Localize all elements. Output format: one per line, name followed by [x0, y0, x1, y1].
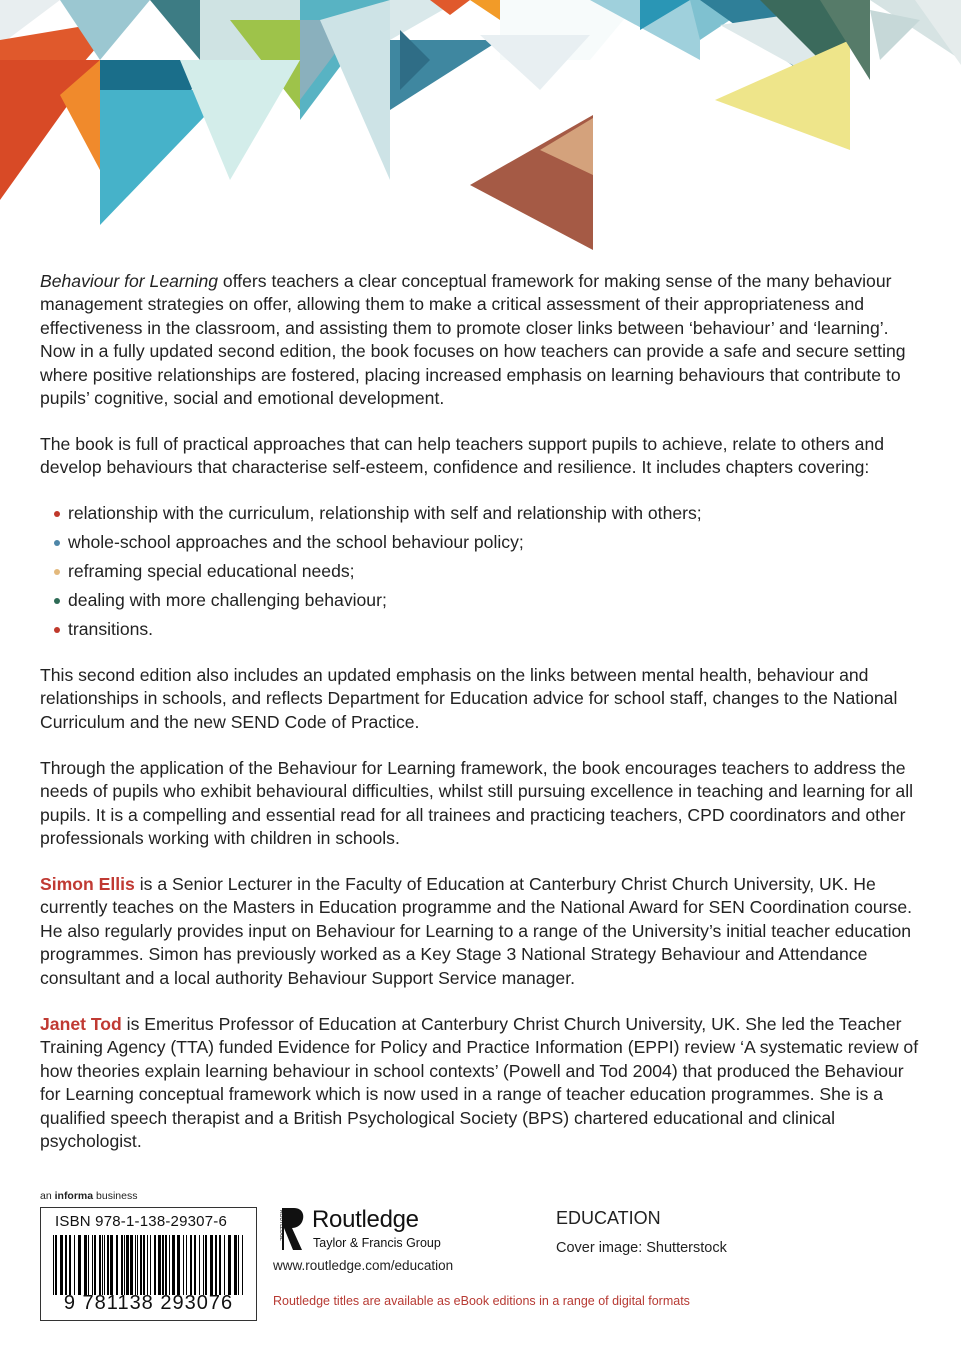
isbn-barcode [40, 1207, 257, 1321]
list-item-text: transitions. [68, 619, 154, 639]
list-item [68, 502, 925, 531]
list-item [68, 589, 925, 618]
description-paragraph-3 [40, 664, 925, 734]
second-edition-text: This second edition also includes an updated emphasis on the links between mental health, behaviour and relationships in schools, and reflects Department for Education advice for school staff, changes to the National Curriculum and the new SEND Code of Practice. [40, 665, 898, 732]
subject-category: EDUCATION [556, 1208, 661, 1228]
informa-suffix: business [93, 1190, 138, 1202]
bullet-dot-icon [54, 569, 60, 575]
cover-image-credit: Cover image: Shutterstock [556, 1240, 727, 1256]
routledge-logo-text: ROUTLEDGE [278, 1210, 284, 1241]
informa-prefix: an [40, 1190, 55, 1202]
list-item [68, 531, 925, 560]
bullet-dot-icon [54, 627, 60, 633]
list-item [68, 560, 925, 589]
chapters-intro: The book is full of practical approaches that can help teachers support pupils to achieve, relate to others and develop behaviours that characterise self-esteem, confidence and resilience. It includes chapters covering: [40, 434, 885, 478]
description-paragraph-1 [40, 270, 925, 410]
description-text: offers teachers a clear conceptual framework for making sense of the many behaviour management strategies on offer, allowing them to make a critical assessment of their appropriateness and effectiveness in the classroom, and assisting them to promote closer links between ‘behaviour’ and ‘learning’. Now in a fully updated second edition, the book focuses on how teachers can provide a safe and secure setting where positive relationships are fostered, placing increased emphasis on learning behaviours that contribute to pupils’ cognitive, social and emotional development. [40, 271, 906, 409]
publisher-group: Taylor & Francis Group [313, 1236, 441, 1250]
publisher-url: www.routledge.com/education [273, 1258, 454, 1273]
framework-text: Through the application of the Behaviour for Learning framework, the book encourages teachers to address the needs of pupils who exhibit behavioural difficulties, whilst still pursuing excellence in teaching and learning for all pupils. It is a compelling and essential read for all trainees and practicing teachers, CPD coordinators and other professionals working with children in schools. [40, 758, 914, 849]
bullet-dot-icon [54, 511, 60, 517]
ebook-note: Routledge titles are available as eBook editions in a range of digital formats [273, 1294, 690, 1308]
list-item-text: relationship with the curriculum, relationship with self and relationship with others; [68, 503, 702, 523]
list-item-text: whole-school approaches and the school behaviour policy; [68, 532, 524, 552]
publisher-name: Routledge [312, 1206, 419, 1233]
list-item [68, 618, 925, 647]
informa-brand: informa [54, 1190, 94, 1202]
book-title: Behaviour for Learning [40, 271, 219, 291]
author-bio-janet-tod [40, 1013, 925, 1153]
bullet-dot-icon [54, 540, 60, 546]
author-name: Janet Tod [40, 1014, 122, 1034]
cover-triangle-art [0, 0, 961, 255]
barcode-number: 9 781138 293076 [63, 1292, 234, 1314]
chapter-list [40, 502, 925, 647]
description-paragraph-2 [40, 433, 925, 480]
bullet-dot-icon [54, 598, 60, 604]
isbn-label: ISBN 978-1-138-29307-6 [55, 1213, 228, 1230]
list-item-text: reframing special educational needs; [68, 561, 355, 581]
description-paragraph-4 [40, 757, 925, 851]
barcode-bars [51, 1235, 246, 1295]
author-name: Simon Ellis [40, 874, 135, 894]
author-bio-text: is Emeritus Professor of Education at Canterbury Christ Church University, UK. She led the Teacher Training Agency (TTA) funded Evidence for Policy and Practice Information (EPPI) review ‘A systematic review of how theories explain learning behaviour in school contexts’ (Powell and Tod 2004) that produced the Behaviour for Learning conceptual framework which is now used in a range of teacher education programmes. She is a qualified speech therapist and a British Psychological Society (BPS) chartered educational and clinical psychologist. [40, 1014, 919, 1152]
author-bio-simon-ellis [40, 873, 925, 990]
list-item-text: dealing with more challenging behaviour; [68, 590, 387, 610]
informa-business-label [40, 1190, 137, 1202]
author-bio-text: is a Senior Lecturer in the Faculty of Education at Canterbury Christ Church University, UK. He currently teaches on the Masters in Education programme and the National Award for SEN Coordination course. He also regularly provides input on Behaviour for Learning to a range of the University’s initial teacher education programmes. Simon has previously worked as a Key Stage 3 National Strategy Behaviour and Attendance consultant and a local authority Behaviour Support Service manager. [40, 874, 913, 988]
routledge-logo-icon [272, 1206, 307, 1254]
